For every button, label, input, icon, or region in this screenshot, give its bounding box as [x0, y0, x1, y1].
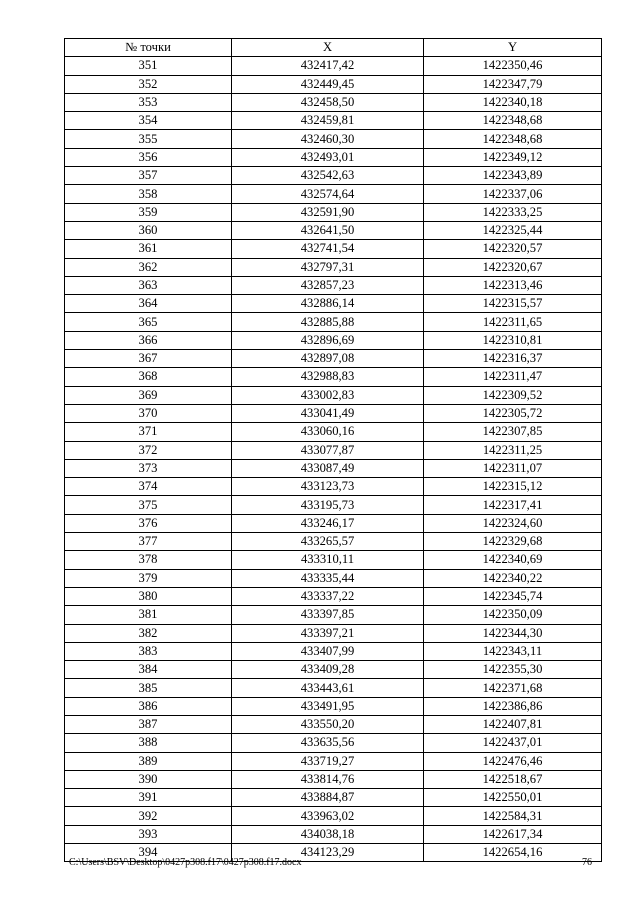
coordinates-table [64, 38, 602, 862]
table-header-row [65, 39, 602, 57]
cell-y: 1422350,09 [424, 606, 602, 624]
cell-point-number: 385 [65, 679, 232, 697]
cell-x: 432542,63 [232, 167, 424, 185]
table-row [65, 770, 602, 788]
cell-y: 1422343,89 [424, 167, 602, 185]
cell-y: 1422347,79 [424, 75, 602, 93]
cell-x: 432641,50 [232, 221, 424, 239]
cell-point-number: 365 [65, 313, 232, 331]
table-row [65, 679, 602, 697]
cell-point-number: 387 [65, 715, 232, 733]
table-body [65, 57, 602, 862]
cell-y: 1422320,57 [424, 240, 602, 258]
cell-x: 433265,57 [232, 533, 424, 551]
cell-point-number: 364 [65, 295, 232, 313]
table-row [65, 276, 602, 294]
cell-y: 1422371,68 [424, 679, 602, 697]
table-row [65, 789, 602, 807]
cell-point-number: 371 [65, 423, 232, 441]
cell-point-number: 381 [65, 606, 232, 624]
cell-y: 1422343,11 [424, 642, 602, 660]
cell-point-number: 382 [65, 624, 232, 642]
cell-point-number: 375 [65, 496, 232, 514]
cell-point-number: 367 [65, 350, 232, 368]
cell-y: 1422311,07 [424, 459, 602, 477]
cell-y: 1422311,25 [424, 441, 602, 459]
cell-y: 1422350,46 [424, 57, 602, 75]
footer-page-number: 76 [582, 857, 592, 868]
header-y: Y [424, 39, 602, 57]
cell-y: 1422315,57 [424, 295, 602, 313]
table-row [65, 606, 602, 624]
cell-point-number: 373 [65, 459, 232, 477]
table-row [65, 130, 602, 148]
cell-x: 433310,11 [232, 551, 424, 569]
table-row [65, 423, 602, 441]
cell-point-number: 389 [65, 752, 232, 770]
cell-y: 1422518,67 [424, 770, 602, 788]
cell-point-number: 366 [65, 331, 232, 349]
cell-point-number: 379 [65, 569, 232, 587]
cell-y: 1422355,30 [424, 661, 602, 679]
cell-x: 432493,01 [232, 148, 424, 166]
cell-y: 1422476,46 [424, 752, 602, 770]
cell-x: 433814,76 [232, 770, 424, 788]
cell-point-number: 369 [65, 386, 232, 404]
cell-point-number: 378 [65, 551, 232, 569]
cell-point-number: 357 [65, 167, 232, 185]
cell-point-number: 355 [65, 130, 232, 148]
cell-point-number: 390 [65, 770, 232, 788]
cell-x: 433060,16 [232, 423, 424, 441]
cell-x: 432460,30 [232, 130, 424, 148]
cell-x: 433963,02 [232, 807, 424, 825]
cell-y: 1422386,86 [424, 697, 602, 715]
cell-x: 433397,85 [232, 606, 424, 624]
cell-point-number: 370 [65, 404, 232, 422]
table-row [65, 551, 602, 569]
cell-y: 1422305,72 [424, 404, 602, 422]
cell-y: 1422345,74 [424, 587, 602, 605]
table-row [65, 715, 602, 733]
cell-x: 432896,69 [232, 331, 424, 349]
cell-x: 432886,14 [232, 295, 424, 313]
cell-x: 433884,87 [232, 789, 424, 807]
cell-y: 1422311,65 [424, 313, 602, 331]
header-x: X [232, 39, 424, 57]
cell-x: 433550,20 [232, 715, 424, 733]
cell-point-number: 354 [65, 112, 232, 130]
table-row [65, 167, 602, 185]
cell-y: 1422333,25 [424, 203, 602, 221]
cell-point-number: 359 [65, 203, 232, 221]
cell-y: 1422329,68 [424, 533, 602, 551]
table-row [65, 734, 602, 752]
table-row [65, 496, 602, 514]
cell-x: 434038,18 [232, 825, 424, 843]
cell-point-number: 363 [65, 276, 232, 294]
cell-x: 432897,08 [232, 350, 424, 368]
cell-x: 432797,31 [232, 258, 424, 276]
table-row [65, 148, 602, 166]
cell-y: 1422407,81 [424, 715, 602, 733]
cell-point-number: 377 [65, 533, 232, 551]
cell-point-number: 362 [65, 258, 232, 276]
cell-point-number: 386 [65, 697, 232, 715]
table-row [65, 350, 602, 368]
cell-x: 432741,54 [232, 240, 424, 258]
cell-x: 432449,45 [232, 75, 424, 93]
footer-file-path: C:\Users\BSV\Desktop\0427p308.f17\0427p308.f17.docx [69, 857, 302, 868]
cell-x: 432857,23 [232, 276, 424, 294]
table-row [65, 386, 602, 404]
table-row [65, 642, 602, 660]
table-row [65, 331, 602, 349]
cell-point-number: 392 [65, 807, 232, 825]
cell-y: 1422617,34 [424, 825, 602, 843]
cell-point-number: 394 [65, 844, 232, 862]
cell-y: 1422349,12 [424, 148, 602, 166]
cell-y: 1422340,22 [424, 569, 602, 587]
cell-x: 433246,17 [232, 514, 424, 532]
cell-x: 433041,49 [232, 404, 424, 422]
cell-point-number: 353 [65, 93, 232, 111]
table-row [65, 441, 602, 459]
cell-x: 433635,56 [232, 734, 424, 752]
table-row [65, 587, 602, 605]
cell-y: 1422437,01 [424, 734, 602, 752]
cell-x: 433335,44 [232, 569, 424, 587]
cell-y: 1422584,31 [424, 807, 602, 825]
cell-point-number: 376 [65, 514, 232, 532]
table-row [65, 221, 602, 239]
cell-point-number: 358 [65, 185, 232, 203]
table-row [65, 295, 602, 313]
table-row [65, 569, 602, 587]
table-row [65, 240, 602, 258]
cell-y: 1422315,12 [424, 478, 602, 496]
cell-point-number: 361 [65, 240, 232, 258]
cell-y: 1422317,41 [424, 496, 602, 514]
cell-y: 1422313,46 [424, 276, 602, 294]
cell-point-number: 372 [65, 441, 232, 459]
cell-x: 433087,49 [232, 459, 424, 477]
table-row [65, 203, 602, 221]
table-row [65, 459, 602, 477]
table-row [65, 404, 602, 422]
cell-y: 1422324,60 [424, 514, 602, 532]
cell-x: 433397,21 [232, 624, 424, 642]
cell-x: 433337,22 [232, 587, 424, 605]
cell-y: 1422654,16 [424, 844, 602, 862]
table-row [65, 313, 602, 331]
cell-x: 433195,73 [232, 496, 424, 514]
cell-y: 1422310,81 [424, 331, 602, 349]
cell-y: 1422348,68 [424, 130, 602, 148]
cell-y: 1422311,47 [424, 368, 602, 386]
cell-x: 434123,29 [232, 844, 424, 862]
cell-x: 433077,87 [232, 441, 424, 459]
table-row [65, 478, 602, 496]
cell-x: 433491,95 [232, 697, 424, 715]
table-row [65, 185, 602, 203]
table-row [65, 807, 602, 825]
cell-y: 1422325,44 [424, 221, 602, 239]
cell-y: 1422340,18 [424, 93, 602, 111]
cell-point-number: 352 [65, 75, 232, 93]
cell-x: 432417,42 [232, 57, 424, 75]
table-row [65, 624, 602, 642]
cell-x: 433407,99 [232, 642, 424, 660]
table-row [65, 752, 602, 770]
cell-x: 432574,64 [232, 185, 424, 203]
table-row [65, 825, 602, 843]
cell-point-number: 360 [65, 221, 232, 239]
table-row [65, 661, 602, 679]
cell-point-number: 388 [65, 734, 232, 752]
header-point-number: № точки [65, 39, 232, 57]
table-row [65, 112, 602, 130]
cell-x: 433123,73 [232, 478, 424, 496]
cell-x: 432458,50 [232, 93, 424, 111]
cell-y: 1422340,69 [424, 551, 602, 569]
cell-x: 433002,83 [232, 386, 424, 404]
cell-point-number: 384 [65, 661, 232, 679]
table-row [65, 697, 602, 715]
table-row [65, 93, 602, 111]
cell-point-number: 374 [65, 478, 232, 496]
cell-x: 432591,90 [232, 203, 424, 221]
table-row [65, 75, 602, 93]
cell-y: 1422316,37 [424, 350, 602, 368]
cell-x: 433719,27 [232, 752, 424, 770]
cell-point-number: 380 [65, 587, 232, 605]
cell-point-number: 351 [65, 57, 232, 75]
cell-y: 1422309,52 [424, 386, 602, 404]
cell-point-number: 391 [65, 789, 232, 807]
cell-x: 432885,88 [232, 313, 424, 331]
table-row [65, 258, 602, 276]
cell-y: 1422307,85 [424, 423, 602, 441]
cell-y: 1422348,68 [424, 112, 602, 130]
table-row [65, 368, 602, 386]
table-row [65, 57, 602, 75]
cell-point-number: 383 [65, 642, 232, 660]
cell-point-number: 393 [65, 825, 232, 843]
cell-y: 1422320,67 [424, 258, 602, 276]
cell-x: 433409,28 [232, 661, 424, 679]
cell-x: 432988,83 [232, 368, 424, 386]
table-row [65, 533, 602, 551]
cell-x: 433443,61 [232, 679, 424, 697]
cell-point-number: 368 [65, 368, 232, 386]
cell-x: 432459,81 [232, 112, 424, 130]
cell-point-number: 356 [65, 148, 232, 166]
cell-y: 1422337,06 [424, 185, 602, 203]
cell-y: 1422550,01 [424, 789, 602, 807]
table-row [65, 514, 602, 532]
cell-y: 1422344,30 [424, 624, 602, 642]
